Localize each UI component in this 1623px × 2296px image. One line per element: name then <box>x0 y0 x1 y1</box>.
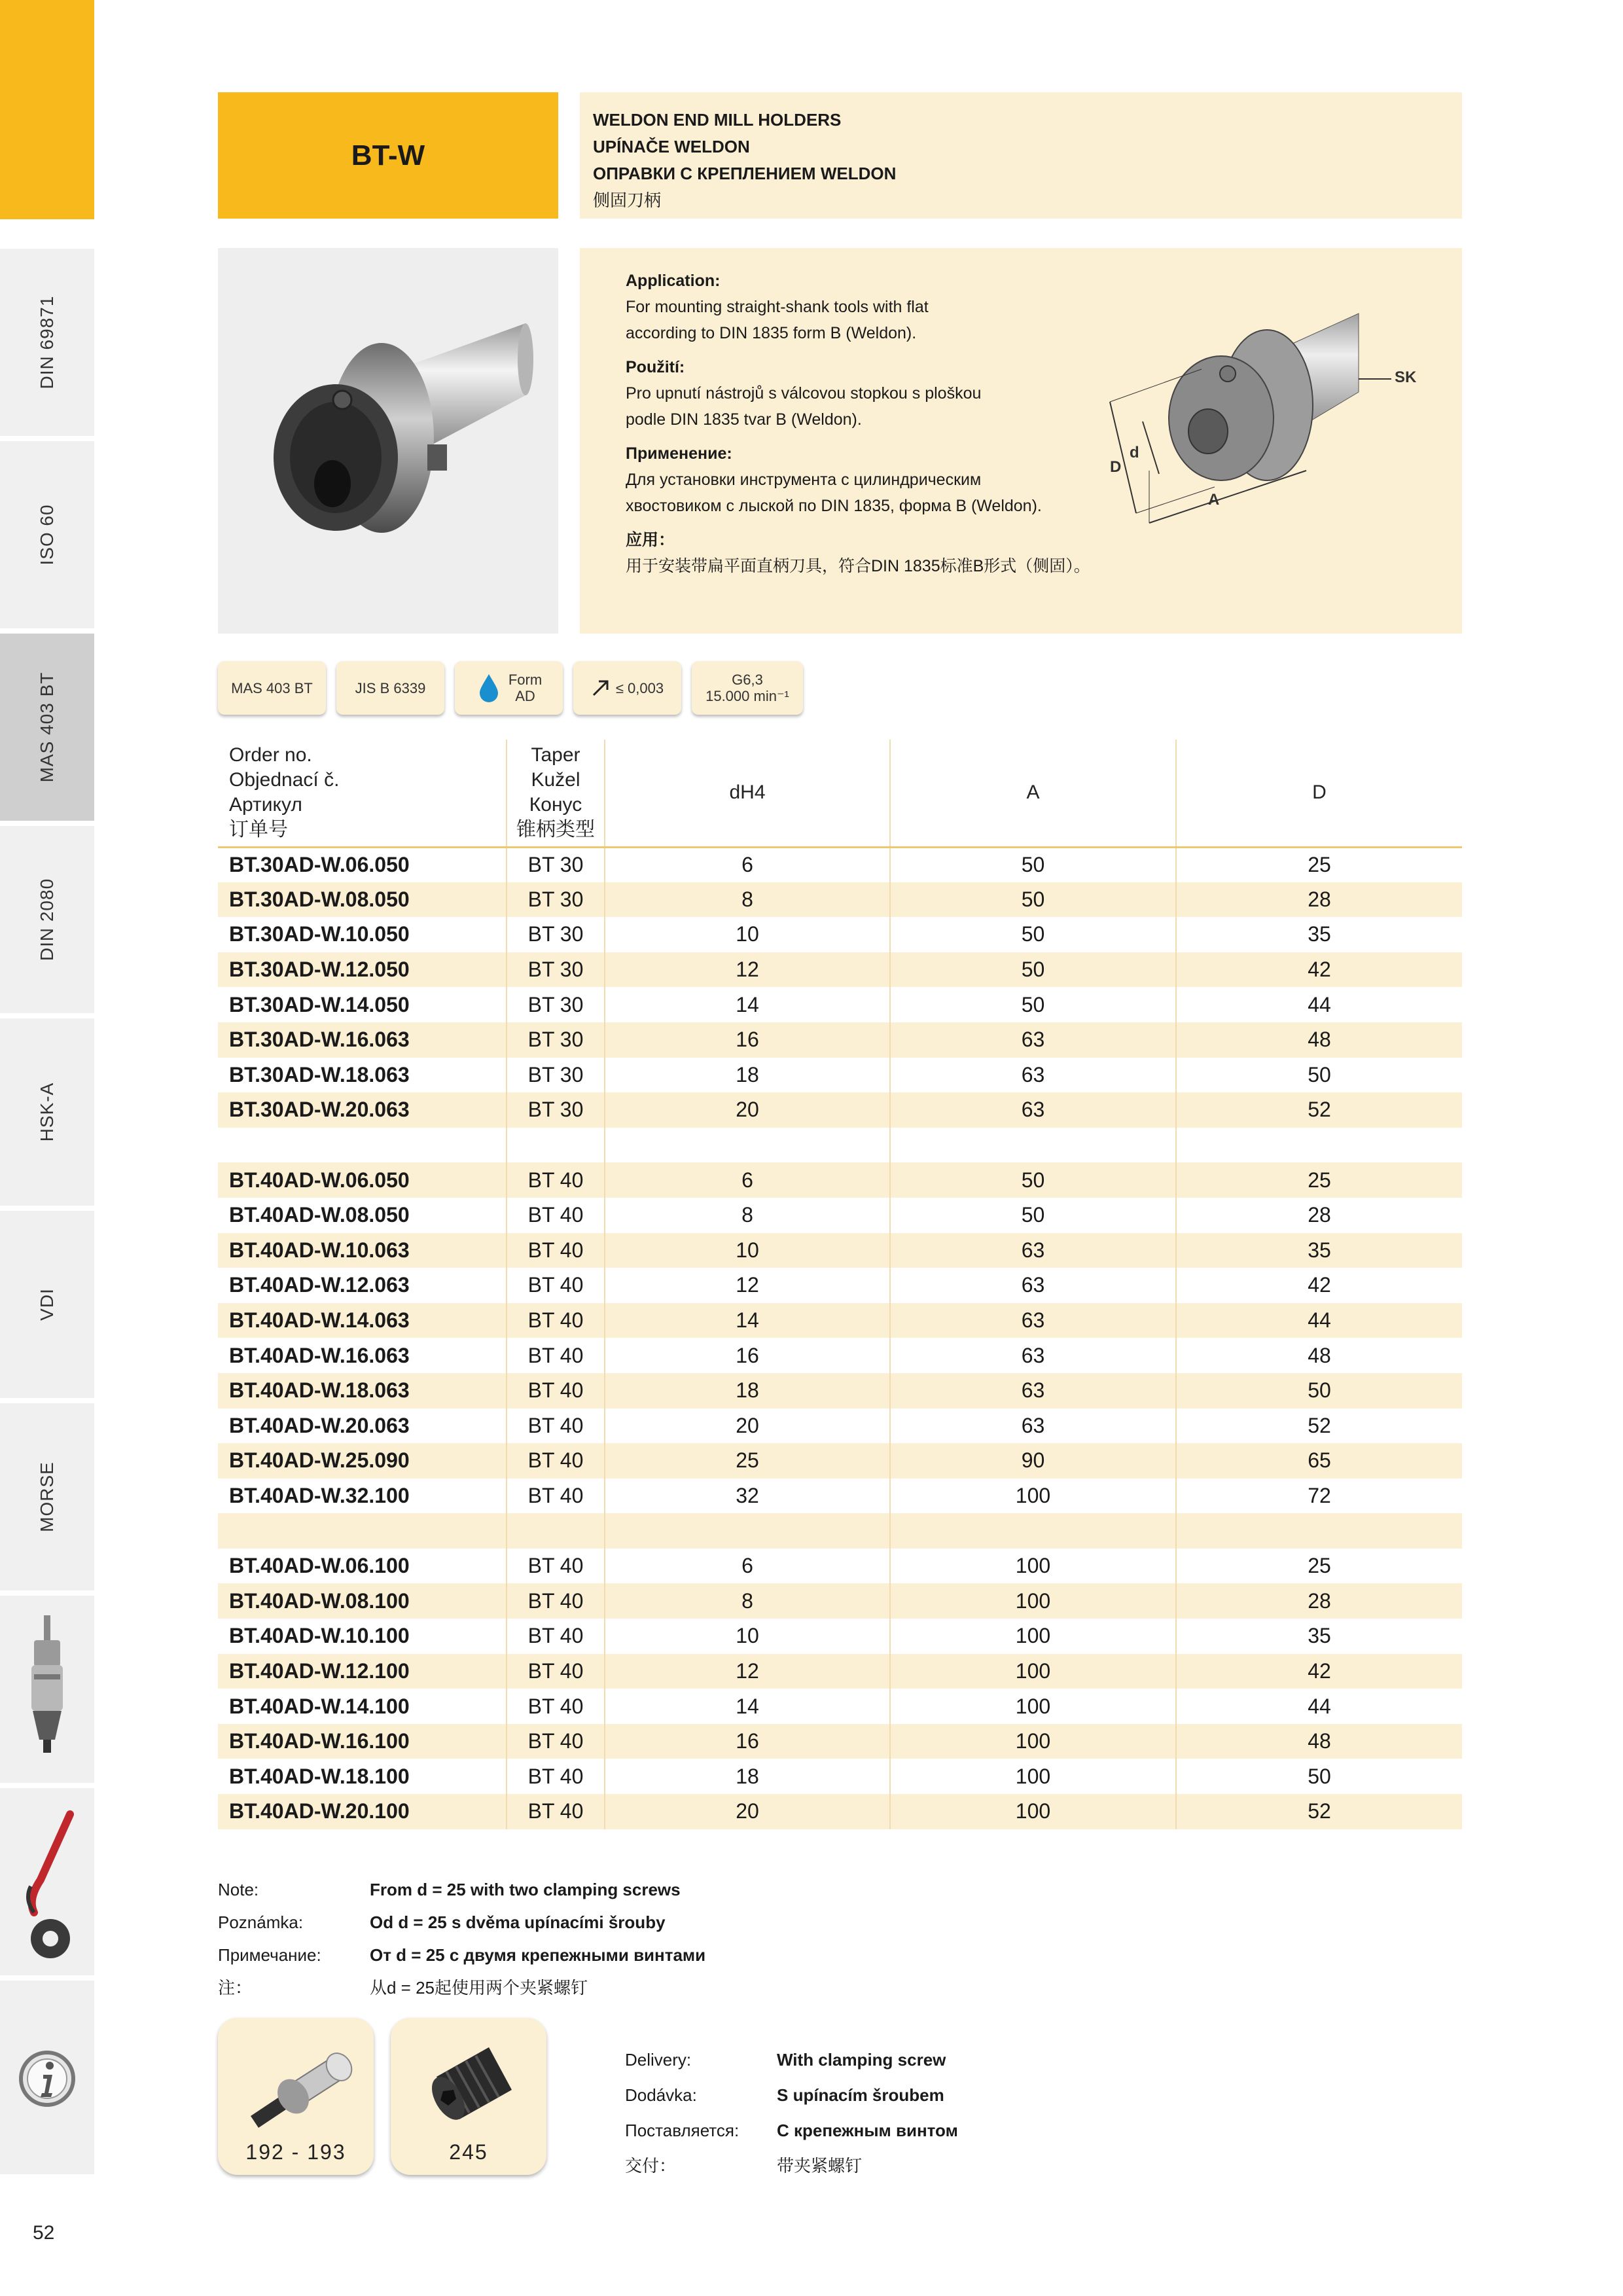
cell-a <box>890 1128 1176 1163</box>
cell-dh4: 12 <box>605 952 890 988</box>
cell-d: 65 <box>1176 1443 1462 1479</box>
cell-a: 50 <box>890 987 1176 1022</box>
cell-d: 35 <box>1176 1619 1462 1654</box>
sidebar-tab-vdi[interactable] <box>0 1211 94 1401</box>
note-value: From d = 25 with two clamping screws <box>370 1880 681 1899</box>
badge-balance-line1: G6,3 <box>732 672 763 688</box>
cell-d: 44 <box>1176 987 1462 1022</box>
cell-order: BT.30AD-W.12.050 <box>218 952 507 988</box>
cell-taper: BT 40 <box>507 1408 605 1444</box>
cell-a: 63 <box>890 1092 1176 1128</box>
cell-dh4: 18 <box>605 1759 890 1794</box>
accessory-page-ref: 245 <box>449 2140 488 2164</box>
note-label: 注： <box>218 1978 253 1998</box>
header-d: D <box>1176 740 1462 847</box>
cell-a: 100 <box>890 1583 1176 1619</box>
cell-dh4: 10 <box>605 1233 890 1268</box>
table-row <box>218 1092 1462 1128</box>
delivery-label: 交付： <box>625 2156 677 2176</box>
cell-d: 48 <box>1176 1022 1462 1058</box>
cell-a: 100 <box>890 1759 1176 1794</box>
cell-order <box>218 1128 507 1163</box>
cell-order: BT.40AD-W.08.050 <box>229 1203 410 1227</box>
sidebar-tab-label: VDI <box>37 1288 57 1321</box>
cell-d: 48 <box>1176 1338 1462 1373</box>
cell-d: 48 <box>1176 1724 1462 1759</box>
note-value: Od d = 25 s dvěma upínacími šrouby <box>370 1912 666 1932</box>
header-a: A <box>890 740 1176 847</box>
cell-order: BT.30AD-W.20.063 <box>218 1092 507 1128</box>
cell-order: BT.40AD-W.16.063 <box>229 1343 410 1367</box>
table-row <box>218 1689 1462 1724</box>
note-block <box>218 1873 705 2004</box>
note-label: Poznámka: <box>218 1912 304 1932</box>
cell-order: BT.30AD-W.18.063 <box>229 1062 410 1086</box>
cell-d: 72 <box>1176 1479 1462 1514</box>
spec-table <box>218 740 1462 1829</box>
product-description <box>580 92 1462 219</box>
table-row <box>218 1583 1462 1619</box>
cell-d: 50 <box>1176 1373 1462 1408</box>
table-row <box>218 1549 1462 1584</box>
cell-taper: BT 40 <box>507 1198 605 1233</box>
note-value: От d = 25 с двумя крепежными винтами <box>370 1945 706 1965</box>
accessory-page-ref: 192 - 193 <box>245 2140 346 2164</box>
cell-taper: BT 30 <box>507 1092 605 1128</box>
cell-dh4: 6 <box>605 1162 890 1198</box>
cell-taper: BT 40 <box>507 1443 605 1479</box>
cell-order: BT.30AD-W.06.050 <box>229 853 410 877</box>
drawing-label-big-d: D <box>1110 458 1122 476</box>
cell-d: 35 <box>1176 917 1462 952</box>
cell-a: 100 <box>890 1689 1176 1724</box>
cell-a: 63 <box>890 1338 1176 1373</box>
cell-d: 35 <box>1176 1233 1462 1268</box>
cell-dh4: 16 <box>605 1724 890 1759</box>
cell-order: BT.40AD-W.08.100 <box>218 1583 507 1619</box>
cell-a: 100 <box>890 1619 1176 1654</box>
application-text-en: For mounting straight-shank tools with flat according to DIN 1835 form B (Weldon). <box>626 298 929 342</box>
badge-runout-value: ≤ 0,003 <box>615 679 664 696</box>
cell-order: BT.30AD-W.16.063 <box>218 1022 507 1058</box>
cell-a: 50 <box>890 1162 1176 1198</box>
table-row <box>218 1162 1462 1198</box>
drill-chuck-icon <box>14 1609 80 1772</box>
cell-dh4: 14 <box>605 1303 890 1338</box>
cell-dh4: 20 <box>605 1794 890 1829</box>
cell-order: BT.40AD-W.14.063 <box>218 1303 507 1338</box>
table-row <box>218 1794 1462 1829</box>
cell-a: 63 <box>890 1268 1176 1303</box>
pull-stud-icon <box>218 2018 374 2142</box>
sidebar-tab-label: HSK-A <box>37 1082 57 1142</box>
technical-drawing <box>1097 300 1450 562</box>
cell-dh4: 32 <box>605 1479 890 1514</box>
delivery-block <box>625 2042 958 2183</box>
desc-line-cn: 侧固刀柄 <box>593 190 662 210</box>
badge-form-ad <box>455 661 563 715</box>
cell-order: BT.30AD-W.10.050 <box>229 922 410 946</box>
delivery-value: С крепежным винтом <box>777 2121 958 2140</box>
info-icon <box>14 1994 80 2157</box>
cell-dh4: 12 <box>605 1654 890 1689</box>
cell-taper: BT 40 <box>507 1654 605 1689</box>
cell-a: 50 <box>890 1198 1176 1233</box>
cell-dh4: 14 <box>605 987 890 1022</box>
application-text-ru: Для установки инструмента с цилиндрическим хвостовиком с лыской по DIN 1835, форма B (Weldon). <box>626 471 1042 515</box>
cell-a: 63 <box>890 1303 1176 1338</box>
cell-a: 90 <box>890 1443 1176 1479</box>
cell-d: 52 <box>1176 1408 1462 1444</box>
delivery-value: 带夹紧螺钉 <box>777 2156 863 2176</box>
cell-order: BT.40AD-W.06.050 <box>218 1162 507 1198</box>
application-text-cn: 用于安装带扁平面直柄刀具，符合DIN 1835标准B形式（侧固）。 <box>626 557 1090 575</box>
badge-balance <box>692 661 803 715</box>
cell-dh4: 10 <box>605 917 890 952</box>
table-row <box>218 987 1462 1022</box>
cell-taper: BT 30 <box>507 847 605 882</box>
table-row <box>218 1759 1462 1794</box>
cell-order: BT.40AD-W.18.100 <box>229 1764 410 1788</box>
table-row <box>218 1373 1462 1408</box>
badge-form-line2: AD <box>515 688 535 704</box>
desc-line-cz: UPÍNAČE WELDON <box>593 137 750 156</box>
note-label: Примечание: <box>218 1945 321 1965</box>
sidebar-tab-label: DIN 69871 <box>37 295 57 389</box>
cell-dh4 <box>605 1128 890 1163</box>
cell-order: BT.30AD-W.14.050 <box>229 992 410 1016</box>
table-row <box>218 1268 1462 1303</box>
cell-taper: BT 40 <box>507 1479 605 1514</box>
table-row <box>218 1724 1462 1759</box>
cell-taper: BT 40 <box>507 1373 605 1408</box>
cell-taper: BT 40 <box>507 1759 605 1794</box>
cell-order: BT.40AD-W.12.100 <box>218 1654 507 1689</box>
cell-a: 100 <box>890 1549 1176 1584</box>
table-row <box>218 1022 1462 1058</box>
sidebar-tab-din-69871[interactable] <box>0 249 94 439</box>
table-row <box>218 882 1462 918</box>
application-heading-en: Application: <box>626 272 721 290</box>
cell-dh4: 10 <box>605 1619 890 1654</box>
table-row <box>218 1338 1462 1373</box>
cell-d: 25 <box>1176 847 1462 882</box>
table-row <box>218 917 1462 952</box>
sidebar-tab-hsk-a[interactable] <box>0 1018 94 1208</box>
sidebar <box>0 0 94 2179</box>
cell-d: 28 <box>1176 1583 1462 1619</box>
cell-taper: BT 30 <box>507 952 605 988</box>
note-value: 从d = 25起使用两个夹紧螺钉 <box>370 1978 588 1998</box>
table-row <box>218 1408 1462 1444</box>
cell-taper: BT 40 <box>507 1549 605 1584</box>
cell-a: 63 <box>890 1408 1176 1444</box>
cell-d: 42 <box>1176 1654 1462 1689</box>
cell-a: 63 <box>890 1058 1176 1093</box>
sidebar-tab-label: MORSE <box>37 1462 57 1532</box>
delivery-label: Dodávka: <box>625 2085 697 2105</box>
cell-taper: BT 30 <box>507 917 605 952</box>
cell-a: 50 <box>890 952 1176 988</box>
table-row <box>218 847 1462 882</box>
accessory-pull-stud[interactable] <box>218 2018 374 2175</box>
cell-taper: BT 40 <box>507 1583 605 1619</box>
cell-dh4: 8 <box>605 1198 890 1233</box>
sidebar-tab-iso-60[interactable] <box>0 441 94 631</box>
cell-a: 100 <box>890 1654 1176 1689</box>
cell-dh4: 18 <box>605 1373 890 1408</box>
application-heading-cz: Použití: <box>626 358 685 376</box>
cell-taper: BT 30 <box>507 882 605 918</box>
cell-d: 42 <box>1176 952 1462 988</box>
header-order-no: Order no. Objednací č. Артикул 订单号 <box>218 740 507 847</box>
badge-balance-line2: 15.000 min⁻¹ <box>705 688 789 704</box>
clamping-screw-icon <box>391 2018 546 2142</box>
cell-dh4: 16 <box>605 1338 890 1373</box>
cell-order: BT.40AD-W.12.063 <box>229 1273 410 1297</box>
cell-d: 44 <box>1176 1689 1462 1724</box>
cell-taper: BT 40 <box>507 1619 605 1654</box>
cell-d: 52 <box>1176 1794 1462 1829</box>
application-heading-ru: Применение: <box>626 444 732 463</box>
delivery-label: Поставляется: <box>625 2121 740 2140</box>
cell-order: BT.40AD-W.32.100 <box>229 1483 410 1507</box>
cell-order: BT.40AD-W.10.100 <box>229 1624 410 1648</box>
hook-wrench-icon <box>14 1801 80 1965</box>
sidebar-accent <box>0 0 94 219</box>
cell-d: 25 <box>1176 1162 1462 1198</box>
delivery-value: With clamping screw <box>777 2050 946 2070</box>
product-photo <box>218 248 558 634</box>
cell-dh4: 25 <box>605 1443 890 1479</box>
cell-d: 25 <box>1176 1549 1462 1584</box>
cell-taper: BT 30 <box>507 1058 605 1093</box>
cell-d: 50 <box>1176 1058 1462 1093</box>
cell-order: BT.40AD-W.25.090 <box>218 1443 507 1479</box>
cell-d: 42 <box>1176 1268 1462 1303</box>
sidebar-tab-info[interactable] <box>0 1981 94 2177</box>
sidebar-tab-wrenches[interactable] <box>0 1788 94 1978</box>
cell-order: BT.40AD-W.14.100 <box>229 1694 410 1718</box>
cell-d: 50 <box>1176 1759 1462 1794</box>
drawing-label-a: A <box>1208 491 1220 509</box>
cell-taper: BT 40 <box>507 1162 605 1198</box>
cell-a <box>890 1513 1176 1549</box>
cell-taper: BT 30 <box>507 987 605 1022</box>
sidebar-tab-mas-403-bt[interactable] <box>0 634 94 823</box>
sidebar-tab-label: MAS 403 BT <box>37 672 57 783</box>
cell-dh4: 8 <box>605 882 890 918</box>
table-row <box>218 1198 1462 1233</box>
delivery-label: Delivery: <box>625 2050 692 2070</box>
cell-order: BT.40AD-W.20.100 <box>218 1794 507 1829</box>
coolant-drop-icon <box>476 672 502 704</box>
cell-a: 63 <box>890 1022 1176 1058</box>
table-row <box>218 1619 1462 1654</box>
delivery-value: S upínacím šroubem <box>777 2085 944 2105</box>
badge-label: JIS B 6339 <box>355 679 426 696</box>
cell-taper <box>507 1128 605 1163</box>
cell-order: BT.40AD-W.18.063 <box>218 1373 507 1408</box>
badge-label: MAS 403 BT <box>231 679 313 696</box>
cell-taper: BT 30 <box>507 1022 605 1058</box>
table-row <box>218 1233 1462 1268</box>
sidebar-tab-din-2080[interactable] <box>0 826 94 1016</box>
sidebar-tab-label: DIN 2080 <box>37 878 57 961</box>
page-number: 52 <box>33 2222 55 2244</box>
desc-line-en: WELDON END MILL HOLDERS <box>593 110 842 130</box>
cell-taper: BT 40 <box>507 1338 605 1373</box>
cell-dh4: 20 <box>605 1092 890 1128</box>
table-spacer-row <box>218 1128 1462 1163</box>
desc-line-ru: ОПРАВКИ С КРЕПЛЕНИЕМ WELDON <box>593 164 897 183</box>
cell-dh4: 18 <box>605 1058 890 1093</box>
sidebar-tab-drill-chucks[interactable] <box>0 1596 94 1785</box>
header-dh4: dH4 <box>605 740 890 847</box>
application-text-cz: Pro upnutí nástrojů s válcovou stopkou s ploškou podle DIN 1835 tvar B (Weldon). <box>626 384 982 429</box>
table-header-row <box>218 740 1462 847</box>
product-title: BT-W <box>218 92 558 219</box>
cell-a: 100 <box>890 1724 1176 1759</box>
badge-form-line1: Form <box>508 672 543 688</box>
cell-dh4 <box>605 1513 890 1549</box>
sidebar-tab-label: ISO 60 <box>37 504 57 565</box>
cell-taper: BT 40 <box>507 1268 605 1303</box>
cell-d: 28 <box>1176 882 1462 918</box>
cell-a: 63 <box>890 1373 1176 1408</box>
runout-arrow-icon <box>591 678 611 698</box>
cell-d: 52 <box>1176 1092 1462 1128</box>
cell-order: BT.30AD-W.08.050 <box>218 882 507 918</box>
cell-dh4: 6 <box>605 1549 890 1584</box>
cell-a: 100 <box>890 1479 1176 1514</box>
cell-taper <box>507 1513 605 1549</box>
cell-dh4: 14 <box>605 1689 890 1724</box>
cell-d <box>1176 1128 1462 1163</box>
cell-a: 50 <box>890 882 1176 918</box>
drawing-label-small-d: d <box>1130 444 1139 461</box>
table-row <box>218 952 1462 988</box>
cell-a: 63 <box>890 1233 1176 1268</box>
cell-order: BT.40AD-W.16.100 <box>218 1724 507 1759</box>
table-row <box>218 1303 1462 1338</box>
cell-dh4: 12 <box>605 1268 890 1303</box>
cell-dh4: 8 <box>605 1583 890 1619</box>
cell-taper: BT 40 <box>507 1724 605 1759</box>
cell-taper: BT 40 <box>507 1689 605 1724</box>
sidebar-tab-morse[interactable] <box>0 1403 94 1593</box>
cell-d <box>1176 1513 1462 1549</box>
cell-a: 50 <box>890 917 1176 952</box>
cell-dh4: 16 <box>605 1022 890 1058</box>
cell-dh4: 20 <box>605 1408 890 1444</box>
cell-order: BT.40AD-W.20.063 <box>229 1413 410 1437</box>
table-row <box>218 1058 1462 1093</box>
cell-order: BT.40AD-W.10.063 <box>218 1233 507 1268</box>
table-row <box>218 1479 1462 1514</box>
table-row <box>218 1654 1462 1689</box>
badge-jis-b-6339 <box>336 661 444 715</box>
cell-dh4: 6 <box>605 847 890 882</box>
application-heading-cn: 应用： <box>626 531 675 549</box>
cell-order: BT.40AD-W.06.100 <box>229 1554 410 1578</box>
cell-d: 44 <box>1176 1303 1462 1338</box>
cell-a: 50 <box>890 847 1176 882</box>
cell-taper: BT 40 <box>507 1303 605 1338</box>
badge-mas-403-bt <box>218 661 326 715</box>
accessory-clamping-screw[interactable] <box>391 2018 546 2175</box>
cell-order <box>218 1513 507 1549</box>
header-taper: Taper Kužel Конус 锥柄类型 <box>507 740 605 847</box>
cell-taper: BT 40 <box>507 1794 605 1829</box>
cell-a: 100 <box>890 1794 1176 1829</box>
note-label: Note: <box>218 1880 259 1899</box>
table-spacer-row <box>218 1513 1462 1549</box>
cell-d: 28 <box>1176 1198 1462 1233</box>
drawing-label-sk: SK <box>1395 368 1417 386</box>
cell-taper: BT 40 <box>507 1233 605 1268</box>
table-row <box>218 1443 1462 1479</box>
application-panel <box>580 248 1462 634</box>
badge-runout <box>573 661 681 715</box>
